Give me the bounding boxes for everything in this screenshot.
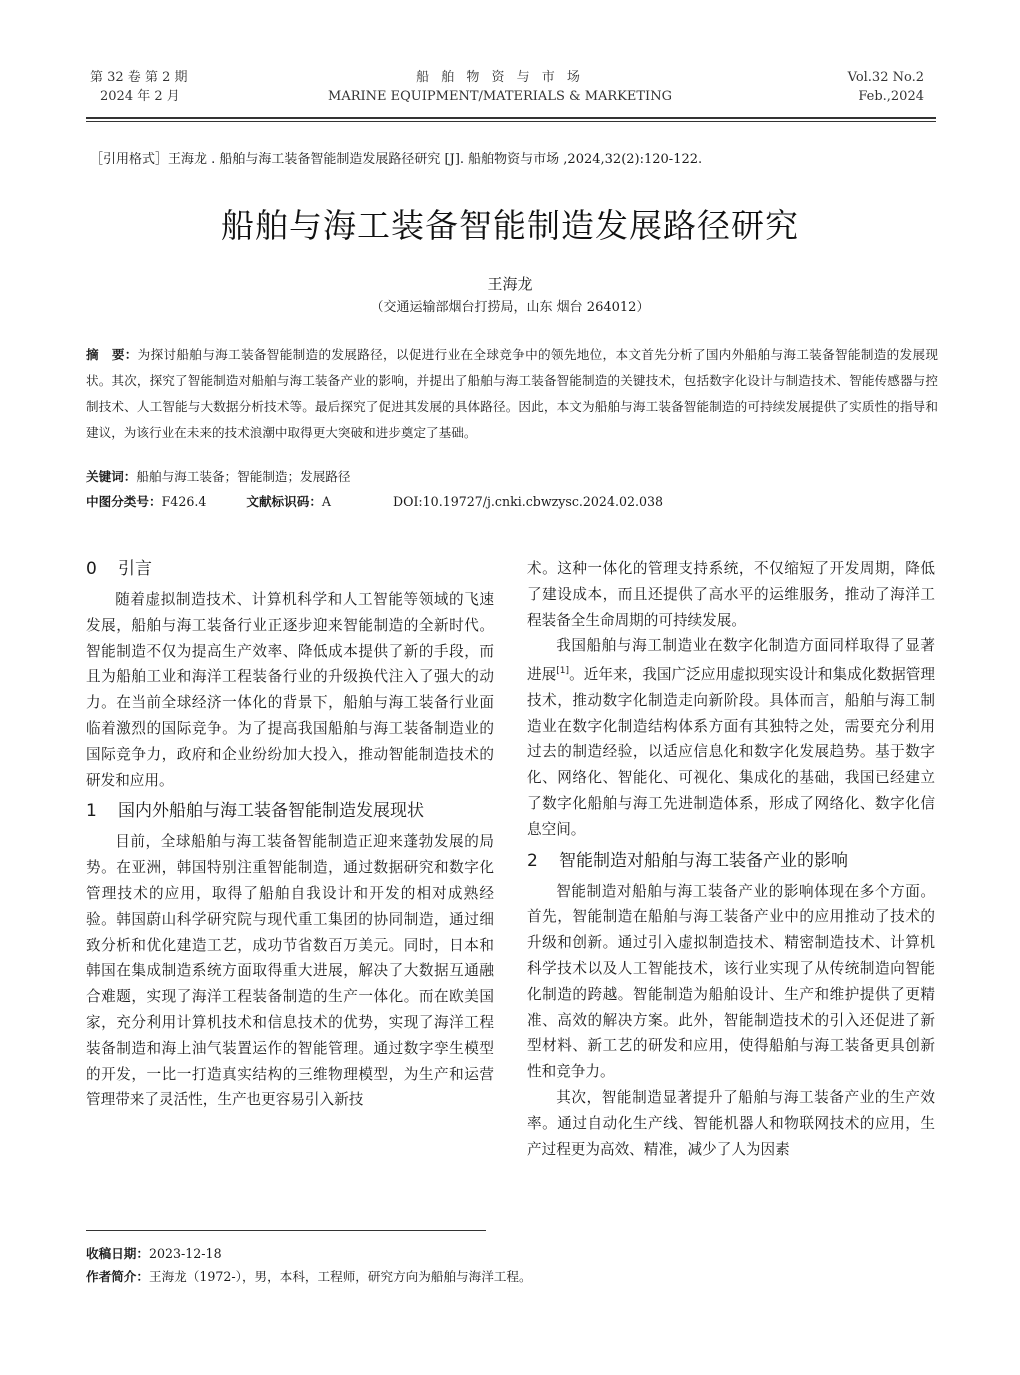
citation-format	[90, 148, 940, 167]
paragraph: 目前，全球船舶与海工装备智能制造正迎来蓬勃发展的局势。在亚洲，韩国特别注重智能制造，通过数据研究和数字化管理技术的应用，取得了船舶自我设计和开发的相对成熟经验。韩国蔚山科学研究院与现代重工集团的协同制造，通过细致分析和优化建造工艺，成功节省数百万美元。同时，日本和韩国在集成制造系统方面取得重大进展，解决了大数据互通融合难题，实现了海洋工程装备制造的生产一体化。而在欧美国家，充分利用计算机技术和信息技术的优势，实现了海洋工程装备制造和海上油气装置运作的智能管理。通过数字孪生模型的开发，一比一打造真实结构的三维物理模型，为生产和运营管理带来了灵活性，生产也更容易引入新技	[86, 833, 494, 1109]
doc-code-value: A	[321, 494, 332, 509]
paragraph-text: 。近年来，我国广泛应用虚拟现实设计和集成化数据管理技术，推动数字化制造走向新阶段。具体而言，船舶与海工制造业在数字化制造结构体系方面有其独特之处，需要充分利用过去的制造经验，以适应信息化和数字化发展趋势。基于数字化、网络化、智能化、可视化、集成化的基础，我国已经建立了数字化船舶与海工先进制造体系，形成了网络化、数字化信息空间。	[527, 666, 935, 838]
running-header-left	[90, 68, 187, 106]
bio-value: 王海龙（1972-），男，本科，工程师，研究方向为船舶与海洋工程。	[148, 1269, 532, 1284]
section-heading-0	[86, 556, 494, 587]
keywords-label: 关键词：	[86, 469, 137, 484]
paragraph: 其次，智能制造显著提升了船舶与海工装备产业的生产效率。通过自动化生产线、智能机器人和物联网技术的应用，生产过程更为高效、精准，减少了人为因素	[527, 1089, 935, 1158]
header-rule-thick	[86, 117, 936, 119]
received-label: 收稿日期：	[86, 1246, 149, 1261]
section-title: 智能制造对船舶与海工装备产业的影响	[559, 850, 848, 871]
doc-code-label: 文献标识码：	[246, 494, 322, 509]
citation-text: 王海龙 . 船舶与海工装备智能制造发展路径研究 [J]. 船舶物资与市场 ,2024,32(2):120-122.	[168, 152, 703, 167]
section-heading-1	[86, 793, 494, 829]
paragraph: 随着虚拟制造技术、计算机科学和人工智能等领域的飞速发展，船舶与海工装备行业正逐步迎来智能制造的全新时代。智能制造不仅为提高生产效率、降低成本提供了新的手段，而且为船舶工业和海洋工程装备行业的升级换代注入了强大的动力。在当前全球经济一体化的背景下，船舶与海工装备行业面临着激烈的国际竞争。为了提高我国船舶与海工装备制造业的国际竞争力，政府和企业纷纷加大投入，推动智能制造技术的研发和应用。	[86, 591, 494, 789]
date-cn: 2024 年 2 月	[100, 89, 180, 104]
received-value: 2023-12-18	[148, 1246, 222, 1261]
journal-name-cn: 船 舶 物 资 与 市 场	[416, 70, 584, 85]
author-bio	[86, 1266, 532, 1285]
running-header-right	[848, 68, 924, 106]
section-number: 2	[527, 850, 538, 871]
body-column-right	[527, 556, 935, 1162]
paragraph-continued: 术。这种一体化的管理支持系统，不仅缩短了开发周期，降低了建设成本，而且还提供了高水平的运维服务，推动了海洋工程装备全生命周期的可持续发展。	[527, 560, 935, 629]
paragraph	[527, 633, 935, 842]
volume-issue-cn: 第 32 卷 第 2 期	[90, 70, 188, 85]
clc-value: F426.4	[161, 494, 207, 509]
section-number: 0	[86, 559, 97, 579]
received-date	[86, 1243, 222, 1262]
clc-label: 中图分类号：	[86, 494, 162, 509]
author-affiliation: （交通运输部烟台打捞局，山东 烟台 264012）	[370, 300, 650, 315]
abstract-text: 为探讨船舶与海工装备智能制造的发展路径，以促进行业在全球竞争中的领先地位，本文首先分析了国内外船舶与海工装备智能制造的发展现状。其次，探究了智能制造对船舶与海工装备产业的影响，并提出了船舶与海工装备智能制造的关键技术，包括数字化设计与制造技术、智能传感器与控制技术、人工智能与大数据分析技术等。最后探究了促进其发展的具体路径。因此，本文为船舶与海工装备智能制造的可持续发展提供了实质性的指导和建议，为该行业在未来的技术浪潮中取得更大突破和进步奠定了基础。	[86, 347, 939, 440]
running-header-center	[300, 68, 700, 106]
citation-label: ［引用格式］	[90, 152, 169, 167]
keywords-text: 船舶与海工装备；智能制造；发展路径	[136, 469, 351, 484]
footnote-rule	[86, 1230, 486, 1231]
paragraph-text: 我国船舶与海工制造业在数字化制造方面同样取得了显著进展	[527, 637, 935, 684]
paragraph: 智能制造对船舶与海工装备产业的影响体现在多个方面。首先，智能制造在船舶与海工装备产业中的应用推动了技术的升级和创新。通过引入虚拟制造技术、精密制造技术、计算机科学技术以及人工智能技术，该行业实现了从传统制造向智能化制造的跨越。智能制造为船舶设计、生产和维护提供了更精准、高效的解决方案。此外，智能制造技术的引入还促进了新型材料、新工艺的研发和应用，使得船舶与海工装备更具创新性和竞争力。	[527, 882, 935, 1081]
abstract-label: 摘 要：	[86, 347, 138, 362]
body-column-left	[86, 556, 494, 1113]
section-heading-2	[527, 843, 935, 879]
author-name: 王海龙	[487, 275, 533, 293]
volume-issue-en: Vol.32 No.2	[847, 70, 924, 85]
section-title: 引言	[118, 559, 152, 579]
keywords	[86, 466, 350, 485]
reference-marker[interactable]: [1]	[556, 666, 570, 677]
date-en: Feb.,2024	[858, 89, 924, 104]
doi: DOI:10.19727/j.cnki.cbwzysc.2024.02.038	[393, 494, 664, 509]
classification-line	[86, 491, 663, 510]
journal-name-en: MARINE EQUIPMENT/MATERIALS & MARKETING	[328, 89, 672, 104]
abstract	[86, 342, 938, 446]
header-rule-thin	[86, 121, 936, 122]
bio-label: 作者简介：	[86, 1269, 149, 1284]
section-title: 国内外船舶与海工装备智能制造发展现状	[118, 801, 424, 822]
paper-title: 船舶与海工装备智能制造发展路径研究	[221, 206, 799, 245]
section-number: 1	[86, 801, 97, 822]
